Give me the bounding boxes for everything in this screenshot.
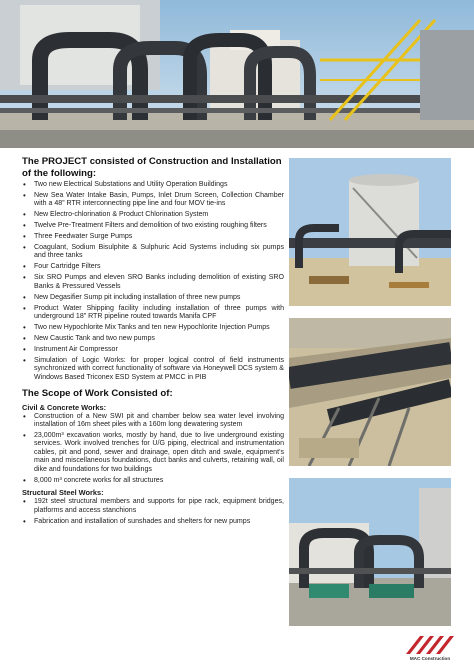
list-item: • Two new Electrical Substations and Utility Operation Buildings: [22, 181, 284, 190]
content-column: [22, 154, 284, 529]
photo-pipe-trench: [289, 318, 451, 466]
mac-logo-icon: [402, 634, 458, 656]
scope-heading: The Scope of Work Consisted of:: [22, 388, 173, 400]
steel-heading: Structural Steel Works:: [22, 488, 104, 498]
list-item: • Four Cartridge Filters: [22, 263, 284, 272]
list-item: • Three Feedwater Surge Pumps: [22, 233, 284, 242]
civil-heading: Civil & Concrete Works:: [22, 402, 107, 412]
list-item: • Product Water Shipping facility including installation of three pumps with underground 18” RTR pipeline routed towards Manifa CPF: [22, 305, 284, 322]
list-item: • Simulation of Logic Works: for proper logical control of field instruments synchronized with correct functionality of software via Honeywell DCS system & Windows Based Triconex ESD System at PMCC in PIB: [22, 357, 284, 383]
project-list: [22, 181, 284, 382]
list-item: • New Caustic Tank and two new pumps: [22, 335, 284, 344]
list-item: • Instrument Air Compressor: [22, 346, 284, 355]
list-item: • 8,000 m³ concrete works for all structures: [22, 477, 284, 486]
list-item: • Fabrication and installation of sunshades and shelters for new pumps: [22, 518, 284, 527]
list-item: • New Electro-chlorination & Product Chlorination System: [22, 211, 284, 220]
list-item: • Coagulant, Sodium Bisulphite & Sulphuric Acid Systems including six pumps and three tanks: [22, 244, 284, 261]
list-item: • Six SRO Pumps and eleven SRO Banks including demolition of existing SRO Banks & Pressured Vessels: [22, 274, 284, 291]
list-item: • Two new Hypochlorite Mix Tanks and ten new Hypochlorite Injection Pumps: [22, 324, 284, 333]
list-item: • Twelve Pre-Treatment Filters and demolition of two existing roughing filters: [22, 222, 284, 231]
list-item: • Construction of a New SWI pit and chamber below sea water level involving installation of 16m sheet piles with a 160m long dewatering system: [22, 413, 284, 430]
list-item: • New Degasifier Sump pit including installation of three new pumps: [22, 294, 284, 303]
steel-list: [22, 498, 284, 526]
list-item: • New Sea Water Intake Basin, Pumps, Inlet Drum Screen, Collection Chamber with a 48” RTR interconnecting pipe line and four MOV tie-ins: [22, 192, 284, 209]
list-item: • 23,000m³ excavation works, mostly by hand, due to live underground existing services. Work involved trenches for U/G piping, electrical and instrumentation cables, pit and pond, sewer and drainage, open ditch and swale, equipment’s main and miscellaneous foundations, duct banks and culverts, retaining wall, oil dike and foundations for two buildings: [22, 432, 284, 475]
civil-list: [22, 413, 284, 486]
logo-text: MAC Construction: [409, 656, 451, 661]
photo-storage-tank: [289, 158, 451, 306]
list-item: • 192t steel structural members and supports for pipe rack, equipment bridges, platforms and access stanchions: [22, 498, 284, 515]
photo-pump-station: [289, 478, 451, 626]
mac-logo: [402, 634, 458, 664]
project-heading: The PROJECT consisted of Construction and Installation of the following:: [22, 156, 282, 179]
hero-photo: [0, 0, 474, 148]
scope-section: [22, 388, 284, 526]
